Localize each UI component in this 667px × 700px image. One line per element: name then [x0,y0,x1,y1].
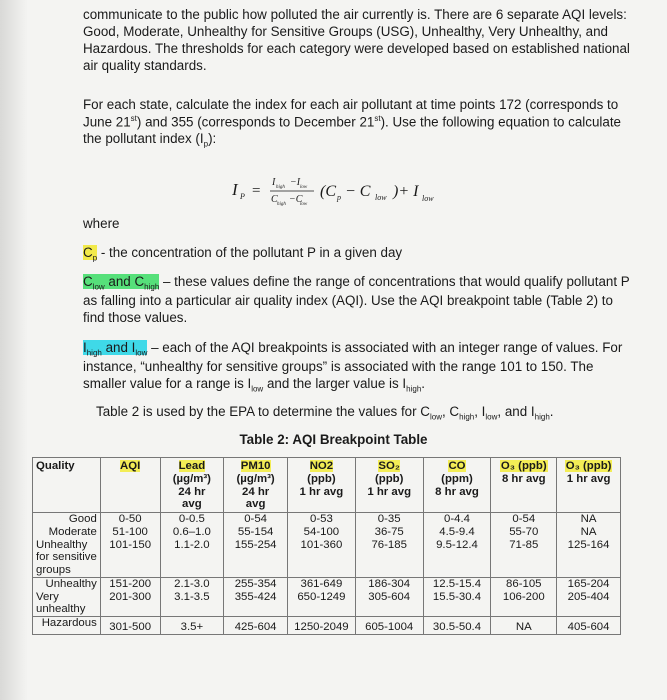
svg-text:low: low [300,202,308,207]
cell-no2: 650-1249 [288,591,356,617]
table-caption: Table 2: AQI Breakpoint Table [239,432,428,447]
cell-o3-1hr: 125-164 [557,539,621,578]
table-header-row [33,458,621,513]
svg-text:− C: − C [345,183,371,200]
cell-so2: 36-75 [355,526,423,539]
svg-text:=: = [252,183,261,199]
cell-so2: 186-304 [355,577,423,590]
table-row [33,526,621,539]
cell-o3-8hr: 86-105 [491,577,557,590]
header-co: CO (ppm) 8 hr avg [423,458,491,513]
cell-o3-8hr: 0-54 [491,513,557,526]
formula-lhs: I [232,180,238,199]
cell-o3-8hr: NA [491,617,557,635]
svg-text:low: low [422,194,434,203]
cell-o3-1hr: 405-604 [557,617,621,635]
cell-o3-1hr: NA [557,526,621,539]
header-quality: Quality [33,458,101,513]
cell-quality: Moderate [33,526,101,539]
svg-text:low: low [375,193,387,202]
aqi-breakpoint-table [32,457,621,635]
cell-aqi: 51-100 [100,526,160,539]
cell-pm10: 255-354 [224,577,288,590]
intro-paragraph: communicate to the public how polluted the air currently is. There are 6 separate AQI levels: Good, Moderate, Unhealthy for Sensitive Groups (USG), Unhealthy, Very Unhealthy, and Hazardous. The thresholds for each category were developed based on established national air quality standards. [83,7,630,73]
cell-no2: 101-360 [288,539,356,578]
cell-no2: 0-53 [288,513,356,526]
cell-pm10: 0-54 [224,513,288,526]
page-edge-shadow [0,0,28,700]
header-aqi: AQI [100,458,160,513]
cell-o3-1hr: NA [557,513,621,526]
clow-chigh-definition: $C_{low}$ and $C_{high}$ – these values define the range of concentrations that would qualify pollutant P as falling into a particular air quality index (AQI). Use the AQI breakpoint table (Table 2) to find those values. [83,274,630,325]
svg-text:−I: −I [290,177,301,188]
cell-co: 30.5-50.4 [423,617,491,635]
table-row [33,513,621,526]
cell-aqi: 0-50 [100,513,160,526]
cell-so2: 0-35 [355,513,423,526]
cell-lead: 3.5+ [160,617,224,635]
header-no2: NO2 (ppb) 1 hr avg [288,458,356,513]
cell-so2: 76-185 [355,539,423,578]
header-o3-8hr: O₃ (ppb) 8 hr avg [491,458,557,513]
cell-o3-8hr: 106-200 [491,591,557,617]
svg-text:P: P [240,192,245,201]
svg-text:C: C [271,194,278,205]
cell-lead: 0.6–1.0 [160,526,224,539]
cell-no2: 1250-2049 [288,617,356,635]
cp-definition: $C_p$ - the concentration of the pollutant P in a given day [83,245,403,263]
table-intro: Table 2 is used by the EPA to determine the values for $C_{low}$, $C_{high}$, $I_{low}$, and $I_{high}$. [96,404,554,422]
cell-quality: Very unhealthy [33,591,101,617]
cell-co: 12.5-15.4 [423,577,491,590]
table-row [33,577,621,590]
header-lead: Lead (µg/m³) 24 hr avg [160,458,224,513]
instruction-paragraph: For each state, calculate the index for each air pollutant at time points 172 (corresponds to June 21st) and 355 (corresponds to December 21st). Use the following equation to calculate the pollutant index $(I_p)$: [83,97,622,149]
table-row [33,617,621,635]
header-o3-1hr: O₃ (ppb) 1 hr avg [557,458,621,513]
cell-co: 15.5-30.4 [423,591,491,617]
svg-text:high: high [276,185,285,190]
cell-aqi: 151-200 [100,577,160,590]
cell-pm10: 55-154 [224,526,288,539]
cell-aqi: 201-300 [100,591,160,617]
table-row [33,591,621,617]
svg-text:low: low [300,185,308,190]
table-row [33,539,621,578]
cell-co: 9.5-12.4 [423,539,491,578]
cell-quality: Unhealthy for sensitive groups [33,539,101,578]
cell-co: 0-4.4 [423,513,491,526]
cell-pm10: 155-254 [224,539,288,578]
where-label: where [83,216,120,231]
cell-co: 4.5-9.4 [423,526,491,539]
cell-pm10: 355-424 [224,591,288,617]
cell-quality: Unhealthy [33,577,101,590]
cell-no2: 361-649 [288,577,356,590]
pollutant-index-formula [232,168,472,214]
header-so2: SO₂ (ppb) 1 hr avg [355,458,423,513]
svg-text:p: p [337,193,341,202]
header-pm10: PM10 (µg/m³) 24 hr avg [224,458,288,513]
cell-o3-8hr: 55-70 [491,526,557,539]
cell-lead: 0-0.5 [160,513,224,526]
cell-lead: 2.1-3.0 [160,577,224,590]
svg-text:(C: (C [320,183,336,200]
cell-o3-1hr: 165-204 [557,577,621,590]
cell-quality: Good [33,513,101,526]
cell-aqi: 301-500 [100,617,160,635]
ihigh-ilow-definition: $I_{high}$ and $I_{low}$ – each of the AQI breakpoints is associated with an integer range of values. For instance, “unhealthy for sensitive groups” is associated with the range 101 to 150. The smaller value for a range is $I_{low}$ and the larger value is $I_{high}$. [83,340,623,394]
cell-pm10: 425-604 [224,617,288,635]
cell-lead: 3.1-3.5 [160,591,224,617]
cell-so2: 605-1004 [355,617,423,635]
svg-text:I: I [272,177,276,188]
cell-no2: 54-100 [288,526,356,539]
cell-so2: 305-604 [355,591,423,617]
svg-text:high: high [277,202,286,207]
cell-quality: Hazardous [33,617,101,635]
cell-lead: 1.1-2.0 [160,539,224,578]
svg-text:)+ I: )+ I [393,183,419,200]
cell-o3-1hr: 205-404 [557,591,621,617]
cell-aqi: 101-150 [100,539,160,578]
cell-o3-8hr: 71-85 [491,539,557,578]
svg-text:−C: −C [289,194,303,205]
